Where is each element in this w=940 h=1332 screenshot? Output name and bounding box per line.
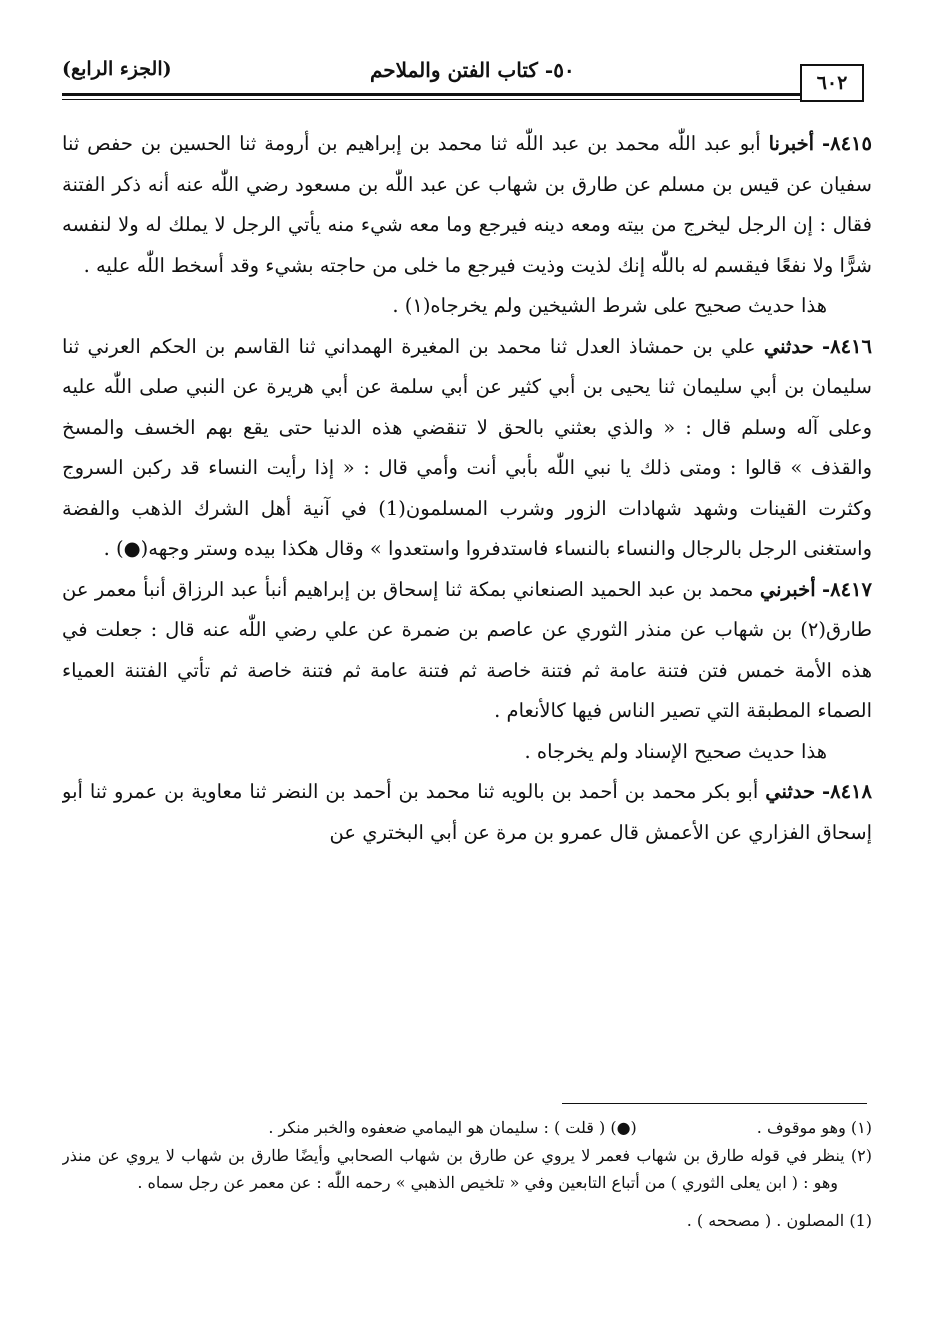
hadith-paragraph: [62, 570, 872, 732]
footnote-bullet: (●) ( قلت ) : سليمان هو اليمامي ضعفوه والخبر منكر .: [268, 1118, 637, 1137]
hadith-text: علي بن حمشاذ العدل ثنا محمد بن المغيرة الهمداني ثنا القاسم بن الحكم العرني ثنا سليمان بن أبي سليمان ثنا يحيى بن أبي كثير عن أبي سلمة عن أبي هريرة عن النبي صلى اللّٰه عليه وعلى آله وسلم قال : « والذي بعثني بالحق لا تنقضي هذه الدنيا حتى يقع بهم الخسف والمسخ والقذف » قالوا : ومتى ذلك يا نبي اللّٰه بأبي أنت وأمي قال : « إذا رأيت النساء قد ركبن السروج وكثرت القينات وشهد شهادات الزور وشرب المسلمون(1) في آنية أهل الشرك الذهب والفضة واستغنى الرجل بالرجال والنساء بالنساء فاستدفروا واستعدوا » وقال هكذا بيده وستر وجهه(●) .: [62, 334, 872, 560]
hadith-number: ٨٤١٦-: [822, 334, 872, 358]
page-number-box: [800, 64, 864, 102]
footnote-rule: [562, 1103, 867, 1104]
hadith-paragraph: [62, 772, 872, 853]
volume-label: (الجزء الرابع): [62, 58, 172, 80]
header-rule-thick: [62, 93, 802, 96]
hadith-text: أبو بكر محمد بن أحمد بن بالويه ثنا محمد بن أحمد بن النضر ثنا معاوية بن عمرو ثنا أبو إسحاق الفزاري عن الأعمش قال عمرو بن مرة عن أبي البختري عن: [62, 780, 872, 844]
hadith-grading: هذا حديث صحيح على شرط الشيخين ولم يخرجاه(١) .: [392, 294, 827, 317]
hadith-lead: أخبرني: [759, 577, 816, 601]
hadith-lead: أخبرنا: [768, 132, 815, 155]
hadith-paragraph: [62, 124, 872, 286]
main-text: [62, 124, 872, 1084]
hadith-lead: حدثني: [763, 334, 814, 358]
hadith-grading: هذا حديث صحيح الإسناد ولم يخرجاه .: [524, 739, 827, 763]
header-rule-thin: [62, 99, 802, 100]
chapter-title: ٥٠- كتاب الفتن والملاحم: [370, 58, 575, 82]
footnote-1: (١) وهو موقوف .: [756, 1118, 872, 1137]
footnote-correction: (1) المصلون . ( مصححه ) .: [686, 1210, 872, 1230]
hadith-number: ٨٤١٥-: [822, 132, 872, 155]
page-number: ٦٠٢: [816, 72, 848, 94]
hadith-text: محمد بن عبد الحميد الصنعاني بمكة ثنا إسحاق بن إبراهيم أنبأ عبد الرزاق أنبأ معمر عن طارق(٢) بن شهاب عن منذر الثوري عن عاصم بن ضمرة عن علي رضي اللّٰه عنه قال : جعلت في هذه الأمة خمس فتن فتنة عامة ثم فتنة خاصة ثم فتنة عامة ثم فتنة خاصة ثم تأتي الفتنة العمياء الصماء المطبقة التي تصير الناس فيها كالأنعام .: [62, 577, 872, 722]
hadith-number: ٨٤١٧-: [822, 577, 872, 601]
footnote-2: (٢) ينظر في قوله طارق بن شهاب فعمر لا يروي عن طارق بن شهاب الصحابي وأيضًا طارق بن شهاب لا يروي عن منذر وهو : ( ابن يعلى الثوري ) من أتباع التابعين وفي « تلخيص الذهبي » رحمه اللّٰه : عن معمر عن رجل سماه .: [62, 1145, 872, 1192]
footnote-line-1: [62, 1114, 872, 1142]
hadith-paragraph: [62, 327, 872, 570]
hadith-number: ٨٤١٨-: [822, 780, 872, 803]
footnotes: [62, 1114, 872, 1314]
hadith-text: أبو عبد اللّٰه محمد بن عبد اللّٰه ثنا محمد بن إبراهيم بن أرومة ثنا الحسين بن حفص ثنا سفيان عن قيس بن مسلم عن طارق بن شهاب عن عبد اللّٰه بن مسعود رضي اللّٰه عنه أنه ذكر الفتنة فقال : إن الرجل ليخرج من بيته ومعه دينه فيرجع وما معه شيء منه يأتي الرجل لا يملك له ولا لنفسه شرًّا ولا نفعًا فيقسم له باللّٰه إنك لذيت وذيت فيرجع ما خلى من حاجته بشيء وقد أسخط اللّٰه عليه .: [62, 132, 872, 277]
hadith-lead: حدثني: [765, 780, 816, 803]
